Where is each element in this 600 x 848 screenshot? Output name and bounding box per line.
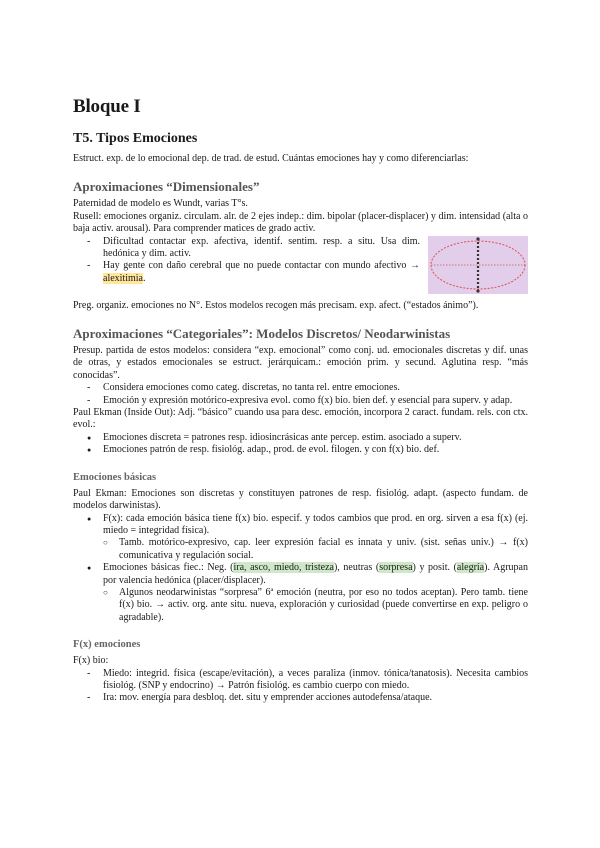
list-item: ○ Algunos neodarwinistas “sorpresa” 6ª emoción (neutra, por eso no todos aceptan). Pero tamb. tiene f(x) bio. → activ. org. ante situ. nueva, exploración y curiosidad (puede convertirse en exp. peligro o agradable). (103, 587, 528, 624)
categorial-bullet-list (73, 432, 528, 457)
basicas-sub-list-1 (73, 537, 528, 562)
fx-heading: F(x) emociones (73, 639, 141, 651)
list-item: ● Emociones patrón de resp. fisiológ. adap., prod. de evol. filogen. y con f(x) bio. def. (87, 444, 528, 456)
list-item: - Emoción y expresión motórico-expresiva evol. como f(x) bio. bien def. y esencial para superv. y adap. (87, 395, 528, 407)
list-item: ● Emociones básicas fiec.: Neg. (ira, asco, miedo, tristeza), neutras (sorpresa) y posit. (alegría). Agrupan por valencia hedónica (placer/displacer). (87, 562, 528, 587)
list-item: - Miedo: integrid. física (escape/evitación), a veces paraliza (inmov. tónica/tanatosis). Necesita cambios fisiológ. (SNP y endocrino) → Patrón fisiológ. es cambio cuerpo con miedo. (87, 668, 528, 693)
dimensional-paragraph-1: Paternidad de modelo es Wundt, varias T°s. (73, 198, 248, 210)
list-item: - Dificultad contactar exp. afectiva, identif. sentim. resp. a situ. Usa dim. hedónica y dim. activ. (87, 236, 420, 261)
fx-dash-list (73, 668, 528, 705)
list-item: - Ira: mov. energía para desbloq. det. situ y emprender acciones autodefensa/ataque. (87, 692, 528, 704)
highlight-alexitimia: alexitimia (103, 272, 143, 284)
highlight-negative-emotions: ira, asco, miedo, tristeza (233, 562, 334, 574)
categorial-dash-list (73, 382, 528, 407)
section-title: T5. Tipos Emociones (73, 131, 198, 146)
basicas-bullet-list-2 (73, 562, 528, 587)
highlight-neutral-emotion: sorpresa (379, 562, 413, 574)
section-intro: Estruct. exp. de lo emocional dep. de trad. de estud. Cuántas emociones hay y como diferenciarlas: (73, 153, 469, 164)
dimensional-heading: Aproximaciones “Dimensionales” (73, 179, 260, 195)
list-item: ○ Tamb. motórico-expresivo, cap. leer expresión facial es innata y univ. (sist. señas univ.) → f(x) comunicativa y regulación social. (103, 537, 528, 562)
list-item: - Considera emociones como categ. discretas, no tanta rel. entre emociones. (87, 382, 528, 394)
basicas-sub-list-2 (73, 587, 528, 624)
list-item: - Hay gente con daño cerebral que no puede contactar con mundo afectivo → alexitimia. (87, 260, 420, 285)
diagram-axis-top-dot (476, 237, 479, 240)
document-title: Bloque I (73, 96, 141, 117)
diagram-axis-bottom-dot (476, 289, 479, 292)
basicas-heading: Emociones básicas (73, 471, 157, 483)
fx-paragraph-1: F(x) bio: (73, 655, 109, 667)
list-item: ● F(x): cada emoción básica tiene f(x) bio. especif. y todos cambios que prod. en org. sirven a esa f(x) (ej. miedo = integridad física). (87, 513, 528, 538)
dimensional-list (73, 236, 428, 286)
basicas-bullet-list (73, 513, 528, 538)
list-item: ● Emociones discreta = patrones resp. idiosincrásicas ante percep. estim. asociado a superv. (87, 432, 528, 444)
categorial-heading: Aproximaciones “Categoriales”: Modelos Discretos/ Neodarwinistas (73, 326, 451, 342)
categorial-paragraph-1: Presup. partida de estos modelos: considera “exp. emocional” como conj. ud. emocionales discretas y dif. unas de otras, y estados emocionales se estruct. jerárquicam.: emoción prim. y secund. Aglutina resp. “más conocidas”. (73, 345, 528, 381)
dimensional-paragraph-2: Rusell: emociones organiz. circulam. alr. de 2 ejes indep.: dim. bipolar (placer-displacer) y dim. intensidad (alta o baja activ. arousal). Para comprender matices de grado activ. (73, 210, 528, 235)
dimensional-paragraph-3: Preg. organiz. emociones no N°. Estos modelos recogen más precisam. exp. afect. (“estados ánimo”). (73, 299, 479, 311)
circumplex-diagram (428, 236, 528, 294)
dimensional-list-with-figure (73, 236, 528, 294)
highlight-positive-emotion: alegría (456, 562, 485, 574)
categorial-paragraph-2: Paul Ekman (Inside Out): Adj. “básico” cuando usa para desc. emoción, incorpora 2 caract. fundam. rels. con ctx. evol.: (73, 407, 528, 431)
basicas-paragraph-1: Paul Ekman: Emociones son discretas y constituyen patrones de resp. fisiológ. adapt. (aspecto fundam. de modelos darwinistas). (73, 487, 528, 512)
document-body (73, 96, 528, 705)
